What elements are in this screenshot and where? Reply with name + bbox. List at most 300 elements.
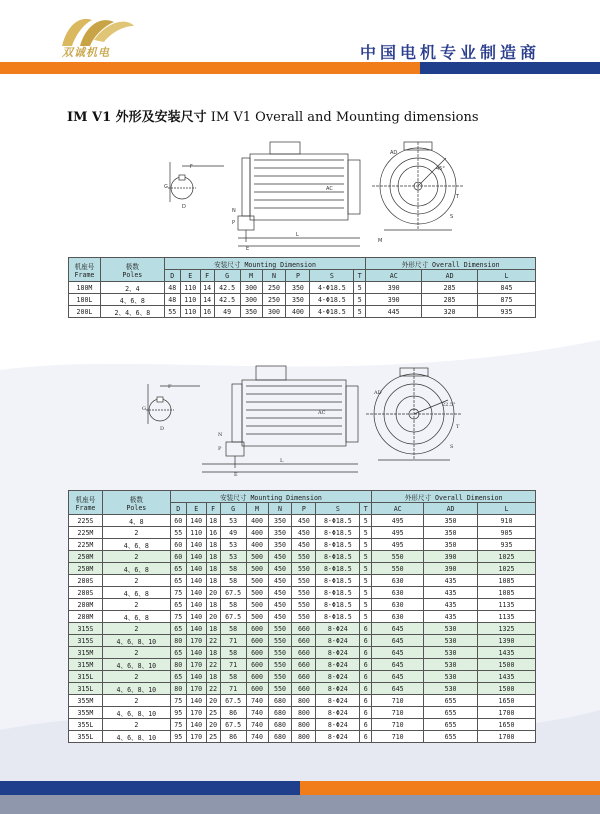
table-cell: 550 [292,563,316,575]
table-cell: 170 [186,731,206,743]
table-row [69,671,536,683]
footer-bar-orange [300,781,600,795]
table-cell: 75 [170,587,186,599]
table-cell: 140 [186,623,206,635]
table-cell: 18 [206,551,220,563]
table-cell: 75 [170,719,186,731]
table-cell: 18 [206,515,220,527]
table-cell: 600 [246,647,268,659]
table-cell: 300 [240,294,262,306]
table-cell: 42.5 [214,282,240,294]
table-cell: 4、6、8、10 [102,659,170,671]
table-cell: 180L [69,294,101,306]
table-cell: 435 [424,575,478,587]
motor-side-view-2 [202,366,358,472]
table-cell: 530 [424,623,478,635]
table-cell: 4、6、8 [102,611,170,623]
table-cell: 4、6、8、10 [102,635,170,647]
table-cell: 315S [69,635,103,647]
table-row [69,611,536,623]
table-cell: 740 [246,731,268,743]
table-row [69,587,536,599]
table-cell: 660 [292,635,316,647]
table-cell: 140 [186,611,206,623]
table-cell: 630 [372,599,424,611]
table-cell: 350 [240,306,262,318]
table-cell: 4-Φ18.5 [310,282,354,294]
table-cell: 65 [170,575,186,587]
table1-mounting-header: 安装尺寸 Mounting Dimension [164,258,365,270]
table-cell: 16 [200,306,214,318]
table-cell: 8-Φ24 [316,671,360,683]
title-en: IM V1 Overall and Mounting dimensions [206,110,479,125]
table-cell: 8-Φ18.5 [316,515,360,527]
table-cell: 140 [186,575,206,587]
table-cell: 65 [170,599,186,611]
table-row [69,599,536,611]
table-cell: 140 [186,599,206,611]
table-cell: 20 [206,587,220,599]
table-cell: 645 [372,647,424,659]
table-row [69,707,536,719]
table-cell: 350 [286,282,310,294]
table-cell: 140 [186,695,206,707]
table2-col-header: M [246,503,268,515]
table-cell: 645 [372,623,424,635]
table-cell: 435 [424,587,478,599]
table-cell: 660 [292,623,316,635]
table-cell: 95 [170,707,186,719]
table1-col-header: E [180,270,200,282]
table-cell: 450 [268,563,292,575]
table-cell: 1085 [478,575,536,587]
table-cell: 1700 [478,707,536,719]
table-cell: 58 [220,671,246,683]
table-row [69,659,536,671]
table-cell: 65 [170,563,186,575]
table-cell: 5 [360,599,372,611]
table-row [69,294,536,306]
table-cell: 495 [372,539,424,551]
motor-side-view-1 [238,142,360,246]
table-cell: 530 [424,647,478,659]
table-cell: 20 [206,695,220,707]
drawing1-label-angle: 45° [436,166,445,172]
table-cell: 280S [69,587,103,599]
table-cell: 645 [372,659,424,671]
header-bar-blue [420,62,600,74]
table-cell: 58 [220,623,246,635]
table-cell: 4、6、8 [100,294,164,306]
table-cell: 630 [372,611,424,623]
table-cell: 75 [170,695,186,707]
table2-col-header: N [268,503,292,515]
table-cell: 845 [478,282,536,294]
table1-frame-header: 机座号 Frame [69,258,101,282]
table-cell: 60 [170,539,186,551]
table-row [69,515,536,527]
table-cell: 71 [220,635,246,647]
table-cell: 390 [424,563,478,575]
table-cell: 4、6、8 [102,587,170,599]
table-row [69,306,536,318]
drawing1-label-s: S [450,214,454,220]
drawing1-label-m: M [378,238,383,244]
table-cell: 8-Φ24 [316,719,360,731]
table1-col-header: G [214,270,240,282]
table-cell: 60 [170,551,186,563]
table-cell: 25 [206,707,220,719]
table-cell: 450 [268,611,292,623]
drawing2-label-e: E [234,472,238,478]
table-cell: 315L [69,671,103,683]
table-row [69,719,536,731]
drawing1-label-n: N [232,208,236,214]
table1-col-header: T [354,270,366,282]
table-cell: 740 [246,719,268,731]
table-cell: 48 [164,282,180,294]
drawing2-label-s: S [450,444,454,450]
table-cell: 300 [240,282,262,294]
table-cell: 600 [246,671,268,683]
table-cell: 2 [102,599,170,611]
footer-bar-gray [0,795,600,814]
table-cell: 5 [360,563,372,575]
table-cell: 710 [372,731,424,743]
table-cell: 8-Φ24 [316,683,360,695]
table-cell: 935 [478,306,536,318]
table2-col-header: F [206,503,220,515]
table-cell: 5 [360,515,372,527]
table-cell: 18 [206,671,220,683]
table-cell: 18 [206,563,220,575]
table-cell: 500 [246,575,268,587]
table-cell: 910 [478,515,536,527]
table-cell: 550 [372,563,424,575]
table-cell: 22 [206,659,220,671]
table-cell: 6 [360,707,372,719]
table-cell: 140 [186,671,206,683]
table-cell: 550 [268,659,292,671]
table-cell: 285 [422,282,478,294]
table-cell: 58 [220,647,246,659]
logo-text: 双诚机电 [62,46,110,59]
table-cell: 645 [372,671,424,683]
table-cell: 600 [246,659,268,671]
table2-col-header: T [360,503,372,515]
drawing1-label-d: D [182,204,186,210]
table-row [69,647,536,659]
table-cell: 710 [372,707,424,719]
table-cell: 680 [268,707,292,719]
table-cell: 18 [206,647,220,659]
table-cell: 110 [180,306,200,318]
table-cell: 5 [360,575,372,587]
table-cell: 530 [424,683,478,695]
table-cell: 53 [220,515,246,527]
table-cell: 315M [69,659,103,671]
table-cell: 680 [268,731,292,743]
table-cell: 8-Φ18.5 [316,611,360,623]
table-cell: 2、4 [100,282,164,294]
table-cell: 280M [69,611,103,623]
table-cell: 8-Φ24 [316,695,360,707]
table-cell: 1025 [478,551,536,563]
table-cell: 1650 [478,719,536,731]
table-cell: 140 [186,515,206,527]
table-cell: 550 [292,587,316,599]
table-cell: 2 [102,527,170,539]
table-cell: 1135 [478,599,536,611]
table-cell: 5 [360,539,372,551]
drawing2-label-ac: AC [318,410,326,416]
table2-col-header: G [220,503,246,515]
table-cell: 655 [424,731,478,743]
table-cell: 2 [102,623,170,635]
table-cell: 660 [292,671,316,683]
table-row [69,563,536,575]
table-cell: 200L [69,306,101,318]
table-cell: 8-Φ24 [316,707,360,719]
motor-drawing-1 [150,138,470,253]
table-cell: 710 [372,695,424,707]
table-cell: 8-Φ24 [316,659,360,671]
table-cell: 8-Φ24 [316,731,360,743]
table-cell: 140 [186,551,206,563]
table-cell: 8-Φ24 [316,623,360,635]
table-cell: 5 [360,527,372,539]
table-cell: 4、8 [102,515,170,527]
table-cell: 740 [246,707,268,719]
table-cell: 530 [424,671,478,683]
table2-col-header: P [292,503,316,515]
table1-col-header: P [286,270,310,282]
table-cell: 550 [292,599,316,611]
table1-col-header: M [240,270,262,282]
table-cell: 500 [246,551,268,563]
table2-col-header: D [170,503,186,515]
table-cell: 8-Φ18.5 [316,527,360,539]
table-cell: 8-Φ18.5 [316,563,360,575]
table1-col-header: N [262,270,286,282]
table-cell: 170 [186,635,206,647]
table-cell: 110 [180,282,200,294]
drawing2-label-l: L [280,458,284,464]
table-cell: 6 [360,719,372,731]
table-cell: 110 [180,294,200,306]
table-cell: 495 [372,527,424,539]
table-cell: 6 [360,731,372,743]
drawing2-label-angle: 22.5° [442,402,456,408]
table-cell: 1325 [478,623,536,635]
drawing2-label-t: T [456,424,460,430]
table-row [69,623,536,635]
table-cell: 140 [186,587,206,599]
company-slogan: 中国电机专业制造商 [360,43,541,62]
table-cell: 80 [170,683,186,695]
table-cell: 530 [424,659,478,671]
table-cell: 450 [268,587,292,599]
table-cell: 1085 [478,587,536,599]
table-cell: 655 [424,695,478,707]
table-cell: 320 [422,306,478,318]
table-row [69,575,536,587]
table-cell: 1500 [478,683,536,695]
table-cell: 20 [206,719,220,731]
table-cell: 445 [366,306,422,318]
table-cell: 65 [170,623,186,635]
table1-poles-header: 极数 Poles [100,258,164,282]
table2-frame-header: 机座号 Frame [69,491,103,515]
table-cell: 355L [69,719,103,731]
table1-overall-header: 外形尺寸 Overall Dimension [366,258,536,270]
table-cell: 225M [69,539,103,551]
table2-poles-header: 极数 Poles [102,491,170,515]
table-cell: 58 [220,563,246,575]
table-cell: 500 [246,563,268,575]
table-cell: 350 [424,527,478,539]
drawing1-label-p: P [232,220,236,226]
table-cell: 550 [268,635,292,647]
table-cell: 355L [69,731,103,743]
table-cell: 660 [292,647,316,659]
table-cell: 630 [372,587,424,599]
table-cell: 800 [292,731,316,743]
table-cell: 250 [262,294,286,306]
table-cell: 6 [360,659,372,671]
table-cell: 140 [186,719,206,731]
table-cell: 1500 [478,659,536,671]
table-cell: 4、6、8、10 [102,731,170,743]
table-cell: 355M [69,707,103,719]
table-cell: 350 [424,515,478,527]
table-cell: 315S [69,623,103,635]
table-cell: 550 [372,551,424,563]
table-cell: 5 [354,282,366,294]
table-cell: 645 [372,683,424,695]
table-cell: 1435 [478,647,536,659]
table-cell: 8-Φ18.5 [316,599,360,611]
table-cell: 500 [246,599,268,611]
table-cell: 740 [246,695,268,707]
table-cell: 905 [478,527,536,539]
table-cell: 450 [268,599,292,611]
table-cell: 14 [200,282,214,294]
table-cell: 2 [102,695,170,707]
table1-col-header: L [478,270,536,282]
table-cell: 5 [360,551,372,563]
table-cell: 450 [292,515,316,527]
table-cell: 550 [268,623,292,635]
table-cell: 315M [69,647,103,659]
table-cell: 935 [478,539,536,551]
table-cell: 180M [69,282,101,294]
table-cell: 4、6、8 [102,563,170,575]
table-cell: 550 [292,611,316,623]
table-cell: 4、6、8 [102,539,170,551]
table-cell: 350 [268,539,292,551]
table1-col-header: F [200,270,214,282]
table-row [69,527,536,539]
table-cell: 655 [424,719,478,731]
table-cell: 8-Φ24 [316,647,360,659]
table-cell: 350 [268,527,292,539]
table-cell: 600 [246,635,268,647]
drawing2-label-ad: AD [374,390,382,396]
table-cell: 2 [102,671,170,683]
table-cell: 67.5 [220,719,246,731]
table-cell: 550 [268,683,292,695]
table-cell: 95 [170,731,186,743]
table-cell: 6 [360,671,372,683]
table-cell: 1390 [478,635,536,647]
table-cell: 60 [170,515,186,527]
table-cell: 680 [268,719,292,731]
table-cell: 280M [69,599,103,611]
table-cell: 80 [170,659,186,671]
dimension-table-1 [68,257,536,318]
drawing1-label-g: G [164,184,168,190]
table-cell: 2 [102,647,170,659]
motor-end-view-2 [366,368,462,460]
table-cell: 5 [354,294,366,306]
table2-mounting-header: 安装尺寸 Mounting Dimension [170,491,371,503]
table-row [69,635,536,647]
table-cell: 450 [292,527,316,539]
table-cell: 435 [424,599,478,611]
table-cell: 140 [186,647,206,659]
drawing2-label-n: N [218,432,223,438]
table-cell: 110 [186,527,206,539]
table-cell: 630 [372,575,424,587]
table-cell: 400 [246,539,268,551]
table-cell: 18 [206,599,220,611]
table-cell: 550 [268,647,292,659]
table-cell: 300 [262,306,286,318]
table-cell: 5 [354,306,366,318]
table-cell: 250M [69,563,103,575]
table-cell: 140 [186,539,206,551]
table-cell: 53 [220,551,246,563]
table-cell: 86 [220,707,246,719]
table-cell: 8-Φ24 [316,635,360,647]
drawing2-label-f: F [168,384,172,390]
table-cell: 14 [200,294,214,306]
table-cell: 1135 [478,611,536,623]
table-cell: 550 [292,551,316,563]
table-cell: 800 [292,695,316,707]
table-row [69,695,536,707]
table-cell: 800 [292,719,316,731]
dimension-table-2 [68,490,536,743]
table2-overall-header: 外形尺寸 Overall Dimension [372,491,536,503]
table-cell: 550 [292,575,316,587]
table-cell: 58 [220,599,246,611]
table-cell: 170 [186,683,206,695]
table-cell: 400 [286,306,310,318]
table2-col-header: AD [424,503,478,515]
table-cell: 49 [214,306,240,318]
table-row [69,551,536,563]
table-cell: 6 [360,635,372,647]
shaft-end-view-2 [146,384,200,424]
table-cell: 1650 [478,695,536,707]
table-cell: 2、4、6、8 [100,306,164,318]
table-cell: 710 [372,719,424,731]
table2-col-header: L [478,503,536,515]
table-cell: 8-Φ18.5 [316,587,360,599]
table-cell: 4、6、8、10 [102,707,170,719]
